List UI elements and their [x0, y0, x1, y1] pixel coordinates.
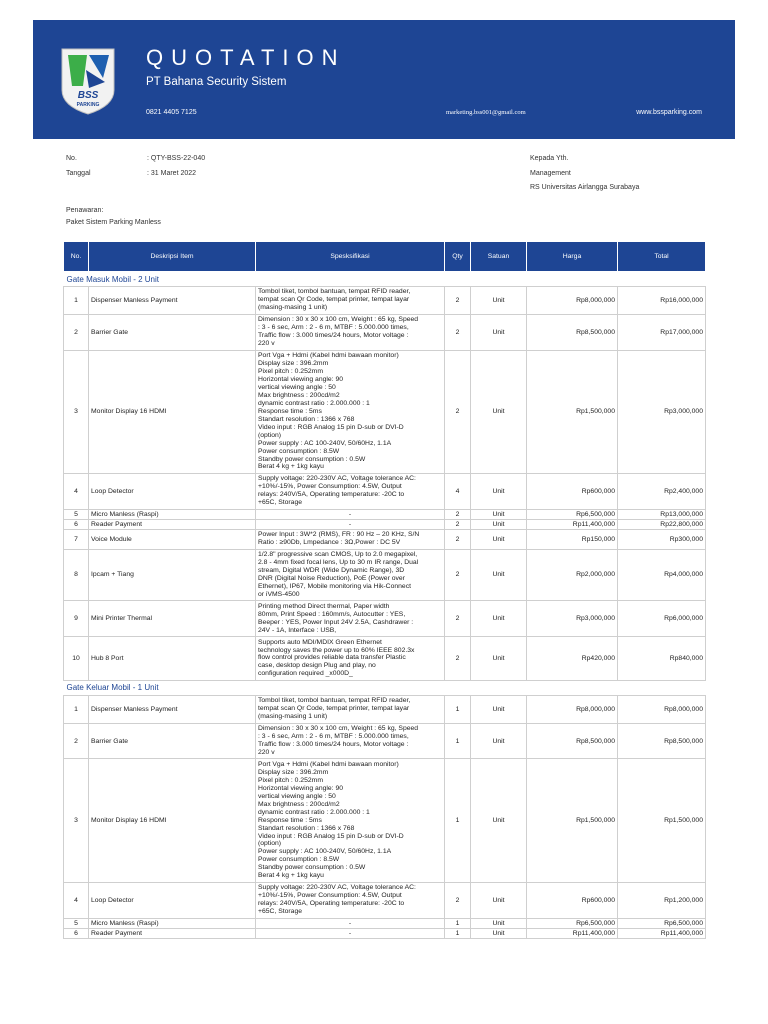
item-total: Rp13,000,000: [618, 509, 706, 519]
specification-line: : 3 - 6 sec, Arm : 2 - 6 m, MTBF : 5.000.000 times,: [258, 324, 409, 332]
item-quantity: 2: [445, 549, 471, 601]
item-specification: [256, 928, 445, 938]
specification-line: tempat scan Qr Code, tempat printer, tempat layar: [258, 296, 410, 304]
column-header-total: Total: [618, 242, 706, 272]
specification-line: dynamic contrast ratio : 2.000.000 : 1: [258, 808, 370, 816]
email-address: marketing.bss001@gmail.com: [446, 109, 526, 116]
row-number: 7: [64, 529, 89, 549]
specification-line: Max brightness : 200cd/m2: [258, 391, 340, 399]
item-description: Loop Detector: [89, 882, 256, 918]
specification-line: Video input : RGB Analog 15 pin D-sub or DVI-D: [258, 423, 404, 431]
row-number: 1: [64, 695, 89, 723]
specification-line: Traffic flow : 3.000 times/24 hours, Motor voltage :: [258, 332, 409, 340]
item-description: Barrier Gate: [89, 723, 256, 759]
specification-line: Standart resolution : 1366 x 768: [258, 824, 355, 832]
specification-line: Tombol tiket, tombol bantuan, tempat RFID reader,: [258, 288, 411, 296]
table-row: [64, 723, 706, 759]
item-total: Rp16,000,000: [618, 287, 706, 315]
item-description: Voice Module: [89, 529, 256, 549]
website-url: www.bssparking.com: [636, 109, 702, 116]
section-title: Gate Keluar Mobil - 1 Unit: [66, 683, 159, 693]
specification-line: Pixel pitch : 0.252mm: [258, 776, 323, 784]
row-number: 4: [64, 473, 89, 509]
specification-line: Berat 4 kg + 1kg kayu: [258, 872, 324, 880]
recipient-name: Management: [530, 170, 571, 177]
item-specification: [256, 723, 445, 759]
item-unit: Unit: [471, 759, 527, 882]
item-description: Micro Manless (Raspi): [89, 918, 256, 928]
item-quantity: 4: [445, 473, 471, 509]
table-row: [64, 695, 706, 723]
specification-line: Supply voltage: 220-230V AC, Voltage tolerance AC:: [258, 884, 416, 892]
specification-line: -: [348, 929, 352, 937]
specification-line: configuration required _x000D_: [258, 670, 353, 678]
item-unit: Unit: [471, 519, 527, 529]
svg-text:BSS: BSS: [77, 90, 99, 101]
item-price: Rp150,000: [527, 529, 618, 549]
specification-line: Standby power consumption : 0.5W: [258, 864, 366, 872]
item-specification: [256, 473, 445, 509]
specification-line: Display size : 396.2mm: [258, 360, 329, 368]
specification-line: vertical viewing angle : 50: [258, 792, 336, 800]
item-specification: [256, 314, 445, 350]
specification-line: Horizontal viewing angle: 90: [258, 375, 344, 383]
specification-line: Power consumption : 8.5W: [258, 447, 340, 455]
table-row: [64, 509, 706, 519]
item-specification: [256, 529, 445, 549]
column-header-description: Deskripsi Item: [89, 242, 256, 272]
item-quantity: 2: [445, 519, 471, 529]
specification-line: Response time : 5ms: [258, 816, 322, 824]
specification-line: or iVMS-4500: [258, 590, 300, 598]
item-specification: [256, 759, 445, 882]
specification-line: stream, Digital WDR (Wide Dynamic Range), 3D: [258, 566, 405, 574]
row-number: 3: [64, 759, 89, 882]
item-price: Rp3,000,000: [527, 601, 618, 637]
specification-line: Power supply : AC 100-240V, 50/60Hz, 1.1A: [258, 848, 392, 856]
item-specification: [256, 519, 445, 529]
item-unit: Unit: [471, 473, 527, 509]
item-description: Reader Payment: [89, 519, 256, 529]
item-description: Dispenser Manless Payment: [89, 695, 256, 723]
specification-line: DNR (Digital Noise Reduction), PoE (Power over: [258, 574, 405, 582]
specification-line: (masing-masing 1 unit): [258, 713, 328, 721]
company-name: PT Bahana Security Sistem: [146, 76, 287, 88]
item-price: Rp6,500,000: [527, 918, 618, 928]
recipient-label: Kepada Yth.: [530, 155, 569, 162]
quote-number-label: No.: [66, 155, 77, 162]
row-number: 5: [64, 918, 89, 928]
table-row: [64, 928, 706, 938]
item-price: Rp600,000: [527, 882, 618, 918]
item-quantity: 2: [445, 287, 471, 315]
column-header-no: No.: [64, 242, 89, 272]
specification-line: Supports auto MDI/MDIX Green Ethernet: [258, 638, 382, 646]
item-quantity: 2: [445, 882, 471, 918]
specification-line: Port Vga + Hdmi (Kabel hdmi bawaan monitor): [258, 760, 399, 768]
item-price: Rp1,500,000: [527, 350, 618, 473]
specification-line: 80mm, Print Speed : 160mm/s, Autocutter : YES,: [258, 610, 406, 618]
specification-line: (masing-masing 1 unit): [258, 304, 328, 312]
specification-line: Ratio : ≥90Db, Lmpedance : 3Ω,Power : DC 5V: [258, 539, 401, 547]
table-row: [64, 529, 706, 549]
item-price: Rp1,500,000: [527, 759, 618, 882]
specification-line: +65C, Storage: [258, 908, 303, 916]
item-price: Rp8,500,000: [527, 723, 618, 759]
column-header-qty: Qty: [445, 242, 471, 272]
item-specification: [256, 637, 445, 681]
specification-line: 24V - 1A, Interface : USB,: [258, 626, 337, 634]
item-quantity: 1: [445, 759, 471, 882]
section-title: Gate Masuk Mobil - 2 Unit: [66, 274, 159, 284]
specification-line: Dimension : 30 x 30 x 100 cm, Weight : 65 kg, Speed: [258, 725, 419, 733]
specification-line: : 3 - 6 sec, Arm : 2 - 6 m, MTBF : 5.000.000 times,: [258, 733, 409, 741]
table-row: [64, 637, 706, 681]
row-number: 4: [64, 882, 89, 918]
specification-line: Response time : 5ms: [258, 407, 322, 415]
recipient-organization: RS Universitas Airlangga Surabaya: [530, 184, 640, 191]
specification-line: 2.8 - 4mm fixed focal lens, Up to 30 m IR range, Dual: [258, 559, 419, 567]
item-total: Rp8,500,000: [618, 723, 706, 759]
item-total: Rp3,000,000: [618, 350, 706, 473]
item-quantity: 2: [445, 350, 471, 473]
item-unit: Unit: [471, 918, 527, 928]
item-quantity: 1: [445, 918, 471, 928]
item-quantity: 2: [445, 529, 471, 549]
item-specification: [256, 601, 445, 637]
section-header-row: [64, 680, 706, 695]
item-total: Rp6,500,000: [618, 918, 706, 928]
item-total: Rp1,500,000: [618, 759, 706, 882]
row-number: 9: [64, 601, 89, 637]
item-description: Loop Detector: [89, 473, 256, 509]
item-unit: Unit: [471, 601, 527, 637]
row-number: 6: [64, 928, 89, 938]
specification-line: -: [348, 520, 352, 528]
specification-line: +10%/-15%, Power Consumption: 4.5W, Output: [258, 483, 402, 491]
specification-line: relays: 240V/5A, Operating temperature: -20C to: [258, 491, 405, 499]
item-specification: [256, 350, 445, 473]
item-quantity: 1: [445, 695, 471, 723]
document-title: QUOTATION: [146, 45, 346, 70]
table-row: [64, 918, 706, 928]
item-quantity: 2: [445, 314, 471, 350]
table-row: [64, 350, 706, 473]
item-description: Monitor Display 16 HDMI: [89, 759, 256, 882]
item-price: Rp8,000,000: [527, 695, 618, 723]
item-description: Ipcam + Tiang: [89, 549, 256, 601]
specification-line: relays: 240V/5A, Operating temperature: -20C to: [258, 900, 405, 908]
specification-line: flow control provides reliable data transfer Plastic: [258, 654, 406, 662]
item-price: Rp8,000,000: [527, 287, 618, 315]
item-quantity: 1: [445, 723, 471, 759]
item-specification: [256, 549, 445, 601]
item-specification: [256, 882, 445, 918]
table-row: [64, 519, 706, 529]
specification-line: 220 v: [258, 340, 275, 348]
item-description: Barrier Gate: [89, 314, 256, 350]
item-quantity: 2: [445, 637, 471, 681]
item-unit: Unit: [471, 314, 527, 350]
offer-label: Penawaran:: [66, 207, 104, 214]
specification-line: Berat 4 kg + 1kg kayu: [258, 463, 324, 471]
specification-line: Traffic flow : 3.000 times/24 hours, Motor voltage :: [258, 741, 409, 749]
specification-line: Power consumption : 8.5W: [258, 856, 340, 864]
item-specification: [256, 509, 445, 519]
specification-line: +65C, Storage: [258, 499, 303, 507]
item-description: Micro Manless (Raspi): [89, 509, 256, 519]
column-header-specification: Spesksifikasi: [256, 242, 445, 272]
item-description: Hub 8 Port: [89, 637, 256, 681]
item-total: Rp300,000: [618, 529, 706, 549]
item-quantity: 2: [445, 509, 471, 519]
specification-line: Dimension : 30 x 30 x 100 cm, Weight : 65 kg, Speed: [258, 316, 419, 324]
column-header-price: Harga: [527, 242, 618, 272]
specification-line: Printing method Direct thermal, Paper width: [258, 602, 390, 610]
specification-line: 220 v: [258, 749, 275, 756]
specification-line: Max brightness : 200cd/m2: [258, 800, 340, 808]
specification-line: Power supply : AC 100-240V, 50/60Hz, 1.1A: [258, 439, 392, 447]
specification-line: Ethernet), IP67, Mobile monitoring via Hik-Connect: [258, 582, 411, 590]
item-total: Rp2,400,000: [618, 473, 706, 509]
item-price: Rp8,500,000: [527, 314, 618, 350]
row-number: 2: [64, 723, 89, 759]
item-price: Rp11,400,000: [527, 519, 618, 529]
row-number: 10: [64, 637, 89, 681]
quotation-header: [33, 20, 735, 139]
item-price: Rp2,000,000: [527, 549, 618, 601]
specification-line: 1/2.8" progressive scan CMOS, Up to 2.0 megapixel,: [258, 551, 418, 559]
item-unit: Unit: [471, 723, 527, 759]
item-unit: Unit: [471, 350, 527, 473]
row-number: 6: [64, 519, 89, 529]
specification-line: Standart resolution : 1366 x 768: [258, 415, 355, 423]
item-specification: [256, 695, 445, 723]
quote-number-value: : QTY-BSS-22-040: [147, 155, 206, 162]
bss-parking-logo: [59, 46, 117, 116]
specification-line: technology saves the power up to 60% IEEE 802.3x: [258, 646, 415, 654]
svg-text:PARKING: PARKING: [76, 102, 100, 108]
row-number: 2: [64, 314, 89, 350]
table-row: [64, 882, 706, 918]
table-row: [64, 287, 706, 315]
item-description: Reader Payment: [89, 928, 256, 938]
item-unit: Unit: [471, 287, 527, 315]
specification-line: (option): [258, 431, 282, 439]
section-header-row: [64, 272, 706, 287]
row-number: 5: [64, 509, 89, 519]
specification-line: tempat scan Qr Code, tempat printer, tempat layar: [258, 705, 410, 713]
specification-line: case, desktop design Plug and play, no: [258, 662, 376, 670]
item-specification: [256, 918, 445, 928]
item-specification: [256, 287, 445, 315]
specification-line: Tombol tiket, tombol bantuan, tempat RFID reader,: [258, 697, 411, 705]
item-unit: Unit: [471, 637, 527, 681]
specification-line: Supply voltage: 220-230V AC, Voltage tolerance AC:: [258, 475, 416, 483]
table-row: [64, 314, 706, 350]
specification-line: Standby power consumption : 0.5W: [258, 455, 366, 463]
specification-line: Pixel pitch : 0.252mm: [258, 368, 323, 376]
item-total: Rp11,400,000: [618, 928, 706, 938]
specification-line: Display size : 396.2mm: [258, 768, 329, 776]
specification-line: Power Input : 3W*2 (RMS), FR : 90 Hz – 20 KHz, S/N: [258, 531, 420, 539]
item-description: Mini Printer Thermal: [89, 601, 256, 637]
row-number: 3: [64, 350, 89, 473]
item-total: Rp1,200,000: [618, 882, 706, 918]
phone-number: 0821 4405 7125: [146, 109, 197, 116]
item-unit: Unit: [471, 529, 527, 549]
specification-line: Port Vga + Hdmi (Kabel hdmi bawaan monitor): [258, 352, 399, 360]
item-quantity: 2: [445, 601, 471, 637]
item-unit: Unit: [471, 882, 527, 918]
item-price: Rp6,500,000: [527, 509, 618, 519]
item-total: Rp8,000,000: [618, 695, 706, 723]
specification-line: +10%/-15%, Power Consumption: 4.5W, Output: [258, 892, 402, 900]
row-number: 1: [64, 287, 89, 315]
item-price: Rp11,400,000: [527, 928, 618, 938]
column-header-unit: Satuan: [471, 242, 527, 272]
item-price: Rp420,000: [527, 637, 618, 681]
specification-line: -: [348, 919, 352, 927]
item-unit: Unit: [471, 928, 527, 938]
specification-line: Horizontal viewing angle: 90: [258, 784, 344, 792]
item-unit: Unit: [471, 549, 527, 601]
item-price: Rp600,000: [527, 473, 618, 509]
table-row: [64, 473, 706, 509]
date-label: Tanggal: [66, 170, 91, 177]
table-row: [64, 759, 706, 882]
specification-line: (option): [258, 840, 282, 848]
item-total: Rp4,000,000: [618, 549, 706, 601]
item-description: Dispenser Manless Payment: [89, 287, 256, 315]
specification-line: dynamic contrast ratio : 2.000.000 : 1: [258, 399, 370, 407]
quotation-items-table: [63, 241, 706, 939]
item-unit: Unit: [471, 695, 527, 723]
item-description: Monitor Display 16 HDMI: [89, 350, 256, 473]
item-total: Rp22,800,000: [618, 519, 706, 529]
table-row: [64, 601, 706, 637]
offer-value: Paket Sistem Parking Manless: [66, 219, 161, 226]
table-header-row: [64, 242, 706, 272]
table-row: [64, 549, 706, 601]
item-total: Rp6,000,000: [618, 601, 706, 637]
specification-line: Video input : RGB Analog 15 pin D-sub or DVI-D: [258, 832, 404, 840]
item-total: Rp840,000: [618, 637, 706, 681]
specification-line: -: [348, 510, 352, 518]
row-number: 8: [64, 549, 89, 601]
item-total: Rp17,000,000: [618, 314, 706, 350]
specification-line: Beeper : YES, Power Input 24V 2.5A, Cashdrawer :: [258, 618, 414, 626]
specification-line: vertical viewing angle : 50: [258, 383, 336, 391]
item-quantity: 1: [445, 928, 471, 938]
item-unit: Unit: [471, 509, 527, 519]
date-value: : 31 Maret 2022: [147, 170, 197, 177]
